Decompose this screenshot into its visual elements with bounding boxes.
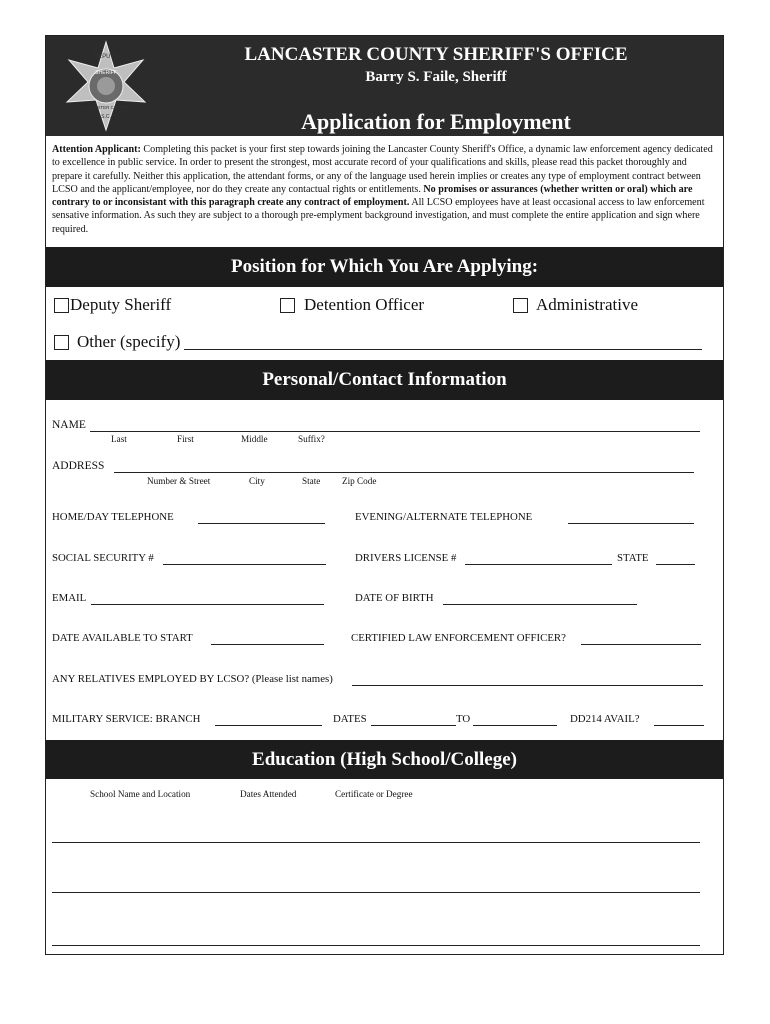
dd214-field[interactable] [654,725,704,726]
name-sub-suffix: Suffix? [298,434,325,444]
certified-label: CERTIFIED LAW ENFORCEMENT OFFICER? [351,632,566,644]
checkbox-box[interactable] [513,298,528,313]
other-specify-field[interactable] [184,335,702,350]
name-label: NAME [52,419,86,431]
header-banner [46,36,723,136]
education-row-field[interactable] [52,945,700,946]
evening-phone-field[interactable] [568,523,694,524]
address-sub-state: State [302,476,321,486]
deputy-sheriff-label: Deputy Sheriff [70,295,172,314]
name-field[interactable] [90,431,700,432]
education-heading: Education (High School/College) [46,740,723,779]
relatives-label: ANY RELATIVES EMPLOYED BY LCSO? (Please list names) [52,673,333,685]
education-row-field[interactable] [52,892,700,893]
sheriff-name: Barry S. Faile, Sheriff [365,69,507,85]
badge-top-text: DEPUTY [93,54,119,60]
checkbox-detention-officer[interactable] [280,295,424,315]
ssn-label: SOCIAL SECURITY # [52,552,154,564]
name-sub-first: First [177,434,194,444]
education-row-field[interactable] [52,842,700,843]
application-form [45,35,724,955]
home-phone-label: HOME/DAY TELEPHONE [52,511,174,523]
date-available-label: DATE AVAILABLE TO START [52,632,193,644]
education-col-dates: Dates Attended [240,789,297,799]
education-col-degree: Certificate or Degree [335,789,413,799]
name-sub-last: Last [111,434,127,444]
personal-heading: Personal/Contact Information [46,360,723,400]
badge-bottom-text: LANCASTER COUNTY [82,105,130,110]
org-name: LANCASTER COUNTY SHERIFF'S OFFICE [244,44,628,65]
state-label: STATE [617,552,649,564]
attention-bold: No promises or assurances (whether written or oral) which are contrary to or inconsistant with this paragraph create any contract of employment. [52,183,693,209]
military-dates-label: DATES [333,713,367,725]
sheriff-star-badge-icon [61,40,151,132]
military-branch-field[interactable] [215,725,322,726]
other-label: Other (specify) [77,332,181,351]
ssn-field[interactable] [163,564,326,565]
name-sub-middle: Middle [241,434,268,444]
drivers-license-field[interactable] [465,564,612,565]
attention-tail: All LCSO employees have at least occasional access to law enforcement sensative information. As such they are subject to a thorough pre-emplyment background investigation, and must complete the entire application and sign where required. [52,197,705,235]
attention-lead: Attention Applicant: [52,144,141,155]
evening-phone-label: EVENING/ALTERNATE TELEPHONE [355,511,533,523]
address-field[interactable] [114,472,694,473]
dob-field[interactable] [443,604,637,605]
page-title: Application for Employment [301,109,571,134]
education-col-school: School Name and Location [90,789,191,799]
military-to-label: TO [456,713,471,725]
dob-label: DATE OF BIRTH [355,592,434,604]
detention-officer-label: Detention Officer [304,295,425,314]
address-sub-zip: Zip Code [342,476,377,486]
email-field[interactable] [91,604,324,605]
home-phone-field[interactable] [198,523,325,524]
certified-field[interactable] [581,644,701,645]
administrative-label: Administrative [536,295,638,314]
position-heading: Position for Which You Are Applying: [46,247,723,287]
checkbox-box[interactable] [54,335,69,350]
checkbox-box[interactable] [280,298,295,313]
drivers-license-label: DRIVERS LICENSE # [355,552,457,564]
military-dates-to-field[interactable] [473,725,557,726]
badge-inner-text: SHERIFF [95,70,117,76]
checkbox-box[interactable] [54,298,69,313]
email-label: EMAIL [52,592,87,604]
military-branch-label: MILITARY SERVICE: BRANCH [52,713,201,725]
address-label: ADDRESS [52,460,105,472]
checkbox-deputy-sheriff[interactable] [54,295,171,315]
checkbox-other[interactable] [54,332,702,352]
dd214-label: DD214 AVAIL? [570,713,640,725]
military-dates-from-field[interactable] [371,725,456,726]
attention-body: Completing this packet is your first step towards joining the Lancaster County Sheriff's Office, a dynamic law enforcement agency dedicated to excellence in public service. In order to present the strongest, most accurate record of your qualifications and skills, please read this packet thoroughly and prepare it carefully. Neither this application, the attendant forms, or any of the language used herein implies or creates any type of employment contract between LCSO and the applicant/employee, nor do they create any contactual rights or entitlements. [52,144,713,195]
attention-paragraph [52,143,714,236]
address-sub-street: Number & Street [147,476,211,486]
address-sub-city: City [249,476,265,486]
state-field[interactable] [656,564,695,565]
date-available-field[interactable] [211,644,324,645]
relatives-field[interactable] [352,685,703,686]
badge-sc-text: S.C. [101,114,111,120]
checkbox-administrative[interactable] [513,295,638,315]
